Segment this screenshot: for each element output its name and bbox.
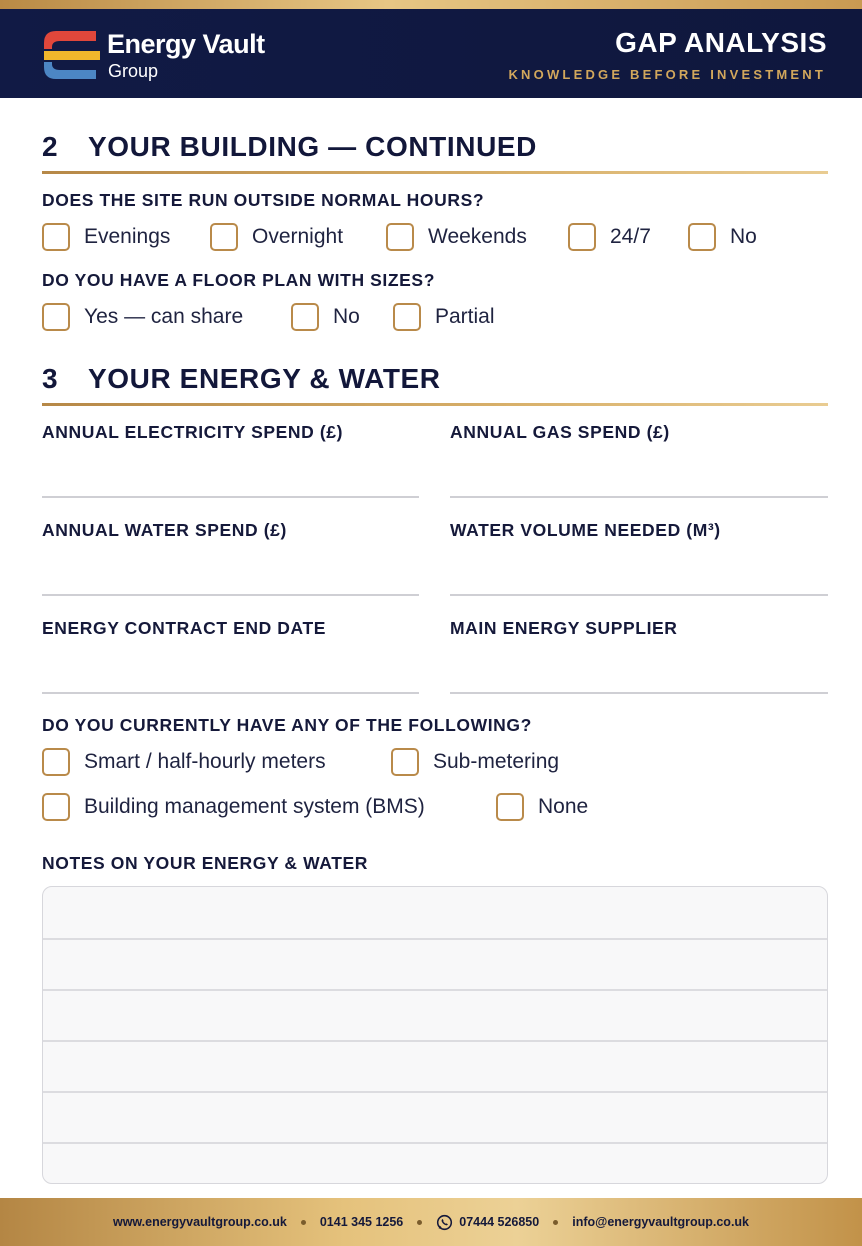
whatsapp-icon [436,1214,453,1231]
label-energy-contract-end-date: ENERGY CONTRACT END DATE [42,618,327,638]
document-title: GAP ANALYSIS [615,27,827,58]
brand-subtitle: Group [108,61,159,81]
checkbox[interactable] [42,748,70,776]
page-footer [0,1198,862,1246]
notes-textarea[interactable] [42,886,828,1184]
notes-ruled-line [43,1091,827,1093]
option-smart-meters[interactable] [42,748,326,776]
footer-email-link[interactable]: info@energyvaultgroup.co.uk [572,1215,750,1229]
footer-separator [417,1220,422,1225]
checkbox[interactable] [568,223,596,251]
section-title: YOUR BUILDING — CONTINUED [88,131,537,162]
option-label: No [730,225,757,248]
footer-separator [553,1220,558,1225]
option-label: Building management system (BMS) [84,795,425,818]
header-gold-stripe [0,0,862,9]
option-weekends[interactable] [386,223,527,251]
label-water-volume-needed: WATER VOLUME NEEDED (M³) [450,520,721,540]
option-label: Yes — can share [84,305,244,328]
energy-vault-logo-icon [42,27,102,83]
footer-website-link[interactable]: www.energyvaultgroup.co.uk [112,1215,287,1229]
notes-ruled-line [43,989,827,991]
label-annual-water-spend: ANNUAL WATER SPEND (£) [42,520,287,540]
section-number: 3 [42,363,59,394]
option-label: Sub-metering [433,750,560,773]
section-divider [42,403,828,406]
checkbox[interactable] [688,223,716,251]
input-annual-electricity-spend[interactable] [42,496,419,498]
option-label: 24/7 [610,225,651,248]
option-label: Evenings [84,225,171,248]
checkbox[interactable] [386,223,414,251]
section-2-heading [42,131,828,163]
checkbox[interactable] [291,303,319,331]
footer-phone[interactable]: 0141 345 1256 [319,1215,404,1229]
notes-label: NOTES ON YOUR ENERGY & WATER [42,853,369,873]
footer-whatsapp[interactable] [436,1214,539,1231]
input-annual-gas-spend[interactable] [450,496,828,498]
option-label: Overnight [252,225,344,248]
option-24-7[interactable] [568,223,651,251]
footer-whatsapp-number: 07444 526850 [459,1215,540,1229]
option-label: No [333,305,360,328]
option-bms[interactable] [42,793,425,821]
page-header [0,9,862,98]
option-overnight[interactable] [210,223,343,251]
option-yes-can-share[interactable] [42,303,243,331]
question-floor-plan: DO YOU HAVE A FLOOR PLAN WITH SIZES? [42,270,435,290]
input-water-volume-needed[interactable] [450,594,828,596]
checkbox[interactable] [496,793,524,821]
section-divider [42,171,828,174]
notes-ruled-line [43,1040,827,1042]
checkbox[interactable] [210,223,238,251]
checkbox[interactable] [391,748,419,776]
label-annual-electricity-spend: ANNUAL ELECTRICITY SPEND (£) [42,422,344,442]
input-main-energy-supplier[interactable] [450,692,828,694]
checkbox[interactable] [42,223,70,251]
option-no-hours[interactable] [688,223,757,251]
section-number: 2 [42,131,59,162]
option-label: None [538,795,589,818]
section-3-heading [42,363,828,395]
checkbox[interactable] [42,793,70,821]
input-annual-water-spend[interactable] [42,594,419,596]
notes-ruled-line [43,938,827,940]
checkbox[interactable] [42,303,70,331]
option-label: Smart / half-hourly meters [84,750,326,773]
brand-name: Energy Vault [107,29,265,59]
option-partial[interactable] [393,303,495,331]
input-energy-contract-end-date[interactable] [42,692,419,694]
label-main-energy-supplier: MAIN ENERGY SUPPLIER [450,618,678,638]
option-no-floorplan[interactable] [291,303,360,331]
label-annual-gas-spend: ANNUAL GAS SPEND (£) [450,422,670,442]
option-evenings[interactable] [42,223,170,251]
option-sub-metering[interactable] [391,748,559,776]
checkbox[interactable] [393,303,421,331]
option-label: Weekends [428,225,527,248]
question-currently-have: DO YOU CURRENTLY HAVE ANY OF THE FOLLOWING? [42,715,532,735]
document-tagline: KNOWLEDGE BEFORE INVESTMENT [508,67,826,82]
section-title: YOUR ENERGY & WATER [88,363,441,394]
question-outside-hours: DOES THE SITE RUN OUTSIDE NORMAL HOURS? [42,190,485,210]
option-none[interactable] [496,793,588,821]
notes-ruled-line [43,1142,827,1144]
option-label: Partial [435,305,495,328]
footer-separator [301,1220,306,1225]
